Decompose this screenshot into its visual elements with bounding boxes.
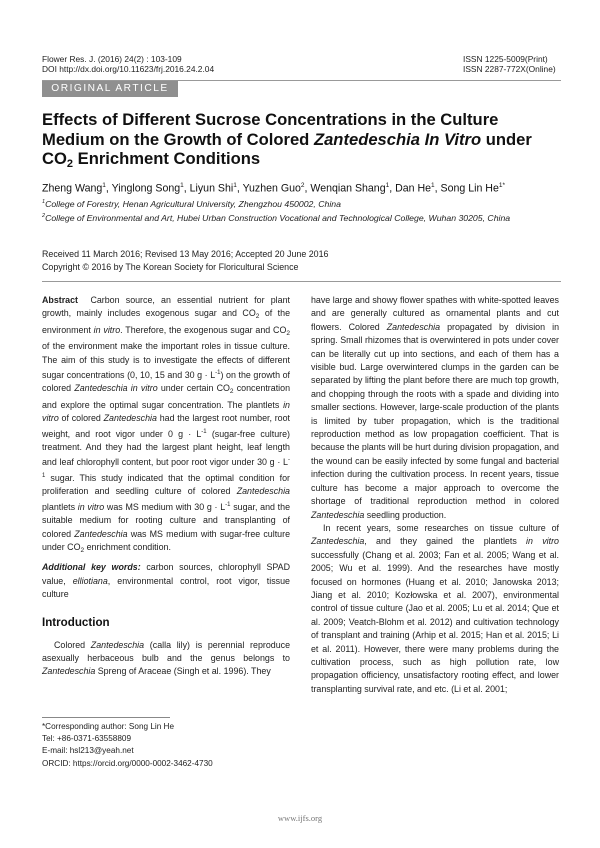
author: Zheng Wang — [42, 182, 103, 195]
right-column — [311, 294, 559, 696]
article-title: Effects of Different Sucrose Concentrations in the Culture Medium on the Growth of Colored Zantedeschia In Vitro under $CO_2$ Enrichment Conditions — [42, 110, 532, 171]
author: Wenqian Shang — [310, 182, 386, 195]
affiliation-2: $^2$College of Environmental and Art, Hubei Urban Construction Vocational and Technological College, Wuhan 30205, China — [42, 213, 511, 224]
author: Yuzhen Guo — [242, 182, 301, 195]
author-email[interactable]: E-mail: hsl213@yeah.net — [42, 746, 134, 756]
keywords: Additional key words: carbon sources, chlorophyll SPAD value, elliotiana, environmental control, root vigor, tissue culture — [42, 562, 290, 600]
corresponding-author-footnote — [42, 721, 213, 770]
author-phone: Tel: +86-0371-63558809 — [42, 734, 131, 744]
section-divider — [42, 281, 561, 282]
journal-citation — [42, 54, 214, 75]
corresponding-author: *Corresponding author: Song Lin He — [42, 722, 174, 731]
section-heading-introduction: Introduction — [42, 615, 110, 629]
intro-paragraph: Colored Zantedeschia (calla lily) is perennial reproduce asexually herbaceous bulb and the genus belongs to Zantedeschia Spreng of Araceae (Singh et al. 1996). They — [42, 639, 291, 677]
author-orcid[interactable]: ORCID: https://orcid.org/0000-0002-3462-4730 — [42, 758, 213, 768]
article-dates — [42, 248, 329, 275]
author: Dan He — [395, 182, 432, 195]
author: Yinglong Song — [111, 182, 181, 195]
issn-block — [463, 54, 556, 75]
copyright-line: Copyright © 2016 by The Korean Society for Floricultural Science — [42, 262, 299, 273]
issn-online: ISSN 2287-772X(Online) — [463, 64, 556, 75]
abstract: Abstract Carbon source, an essential nutrient for plant growth, mainly includes exogenous sugar and $CO_2$ of the environment in vitro. Therefore, the exogenous sugar and $CO_2$ of the environment make the important roles in tissue culture. The aim of this study is to investigate the effects of different sugar concentrations (0, 10, 15 and 30 $g \cdot L^{-1}$) on the growth of colored Zantedeschia in vitro under certain $CO_2$ concentration and explore the optimal sugar concentration. The plantlets in vitro of colored Zantedeschia had the largest root number, root weight, and root vigor under 0 $g \cdot L^{-1}$ (sugar-free culture) treatment. And they had the largest plant height, leaf length and leaf chlorophyll content, but poor root vigor under 30 $g \cdot L^{-1}$ sugar. This study indicated that the optimal condition for proliferation and seedling culture of colored Zantedeschia plantlets in vitro was MS medium with 30 $g \cdot L^{-1}$ sugar, and the suitable medium for rooting culture and transplanting of colored Zantedeschia was MS medium with sugar-free culture under $CO_2$ enrichment condition. — [42, 295, 291, 554]
left-column — [42, 294, 290, 679]
affiliations — [42, 196, 562, 225]
received-dates: Received 11 March 2016; Revised 13 May 2016; Accepted 20 June 2016 — [42, 249, 329, 259]
issn-print: ISSN 1225-5009(Print) — [463, 54, 548, 64]
article-type-badge: ORIGINAL ARTICLE — [42, 81, 178, 97]
body-paragraph: In recent years, some researches on tissue culture of Zantedeschia, and they gained the plantlets in vitro successfully (Chang et al. 2003; Fan et al. 2005; Wang et al. 2005; Wu et al. 1999). And the researches have mostly focused on hormones (Huang et al. 2010; Janowska 2013; Jiang et al. 2010; Kozłowska et al. 2007), environmental control of tissue culture (Jao et al. 2005; Lu et al. 2014; Que et al. 2009; Veatch-Blohm et al. 2012) and cultivation technology of transplant and training (Arhip et al. 2015; Han et al. 2015; Li et al. 2011). However, there were many problems during the cultivation process, such as high pollution rate, low propagation officiency, unsatisfactory rooting effect, and lower transplanting survival rate, and etc. (Li et al. 2001; — [311, 522, 559, 694]
journal-volume: Flower Res. J. (2016) 24(2) : 103-109 — [42, 54, 182, 64]
footnote-divider — [42, 717, 170, 718]
author: Liyun Shi — [189, 182, 234, 195]
footer-website[interactable]: www.ijfs.org — [277, 813, 323, 823]
author-list: Zheng Wang$^1$, Yinglong Song$^1$, Liyun Shi$^1$, Yuzhen Guo$^2$, Wenqian Shang$^1$, Dan He$^1$, Song Lin $He^{1*}$ — [42, 182, 506, 195]
body-paragraph: have large and showy flower spathes with white-spotted leaves and are generally cultured as ornamental plants and cut flowers. Colored Zantedeschia propagated by division in spring. Small rhizomes that is overwintered in pots under cover can be literally cut up into sections, and each of them has a visible bud. Large overwintered clumps in the garden can be separated by lifting the plant before there are much top growth, and chopping through the roots with a spade and dividing into smaller sections. However, large-scale production of the plants is limited by tuber propagation, which is the traditional reproduction method as low propagation coefficient. That is because the plants will be hurt during division propagation, and the wound can be easily infected by some fungal and bacterial infection during the cultivation process. In recent years, tissue culture has become a major approach to overcome the shortage of traditional reproduction method in colored Zantedeschia seedling production. — [311, 295, 559, 520]
author: Song Lin He — [440, 182, 499, 195]
affiliation-1: $^1$College of Forestry, Henan Agricultural University, Zhengzhou 450002, China — [42, 198, 341, 209]
doi-link[interactable]: DOI http://dx.doi.org/10.11623/frj.2016.24.2.04 — [42, 64, 215, 75]
